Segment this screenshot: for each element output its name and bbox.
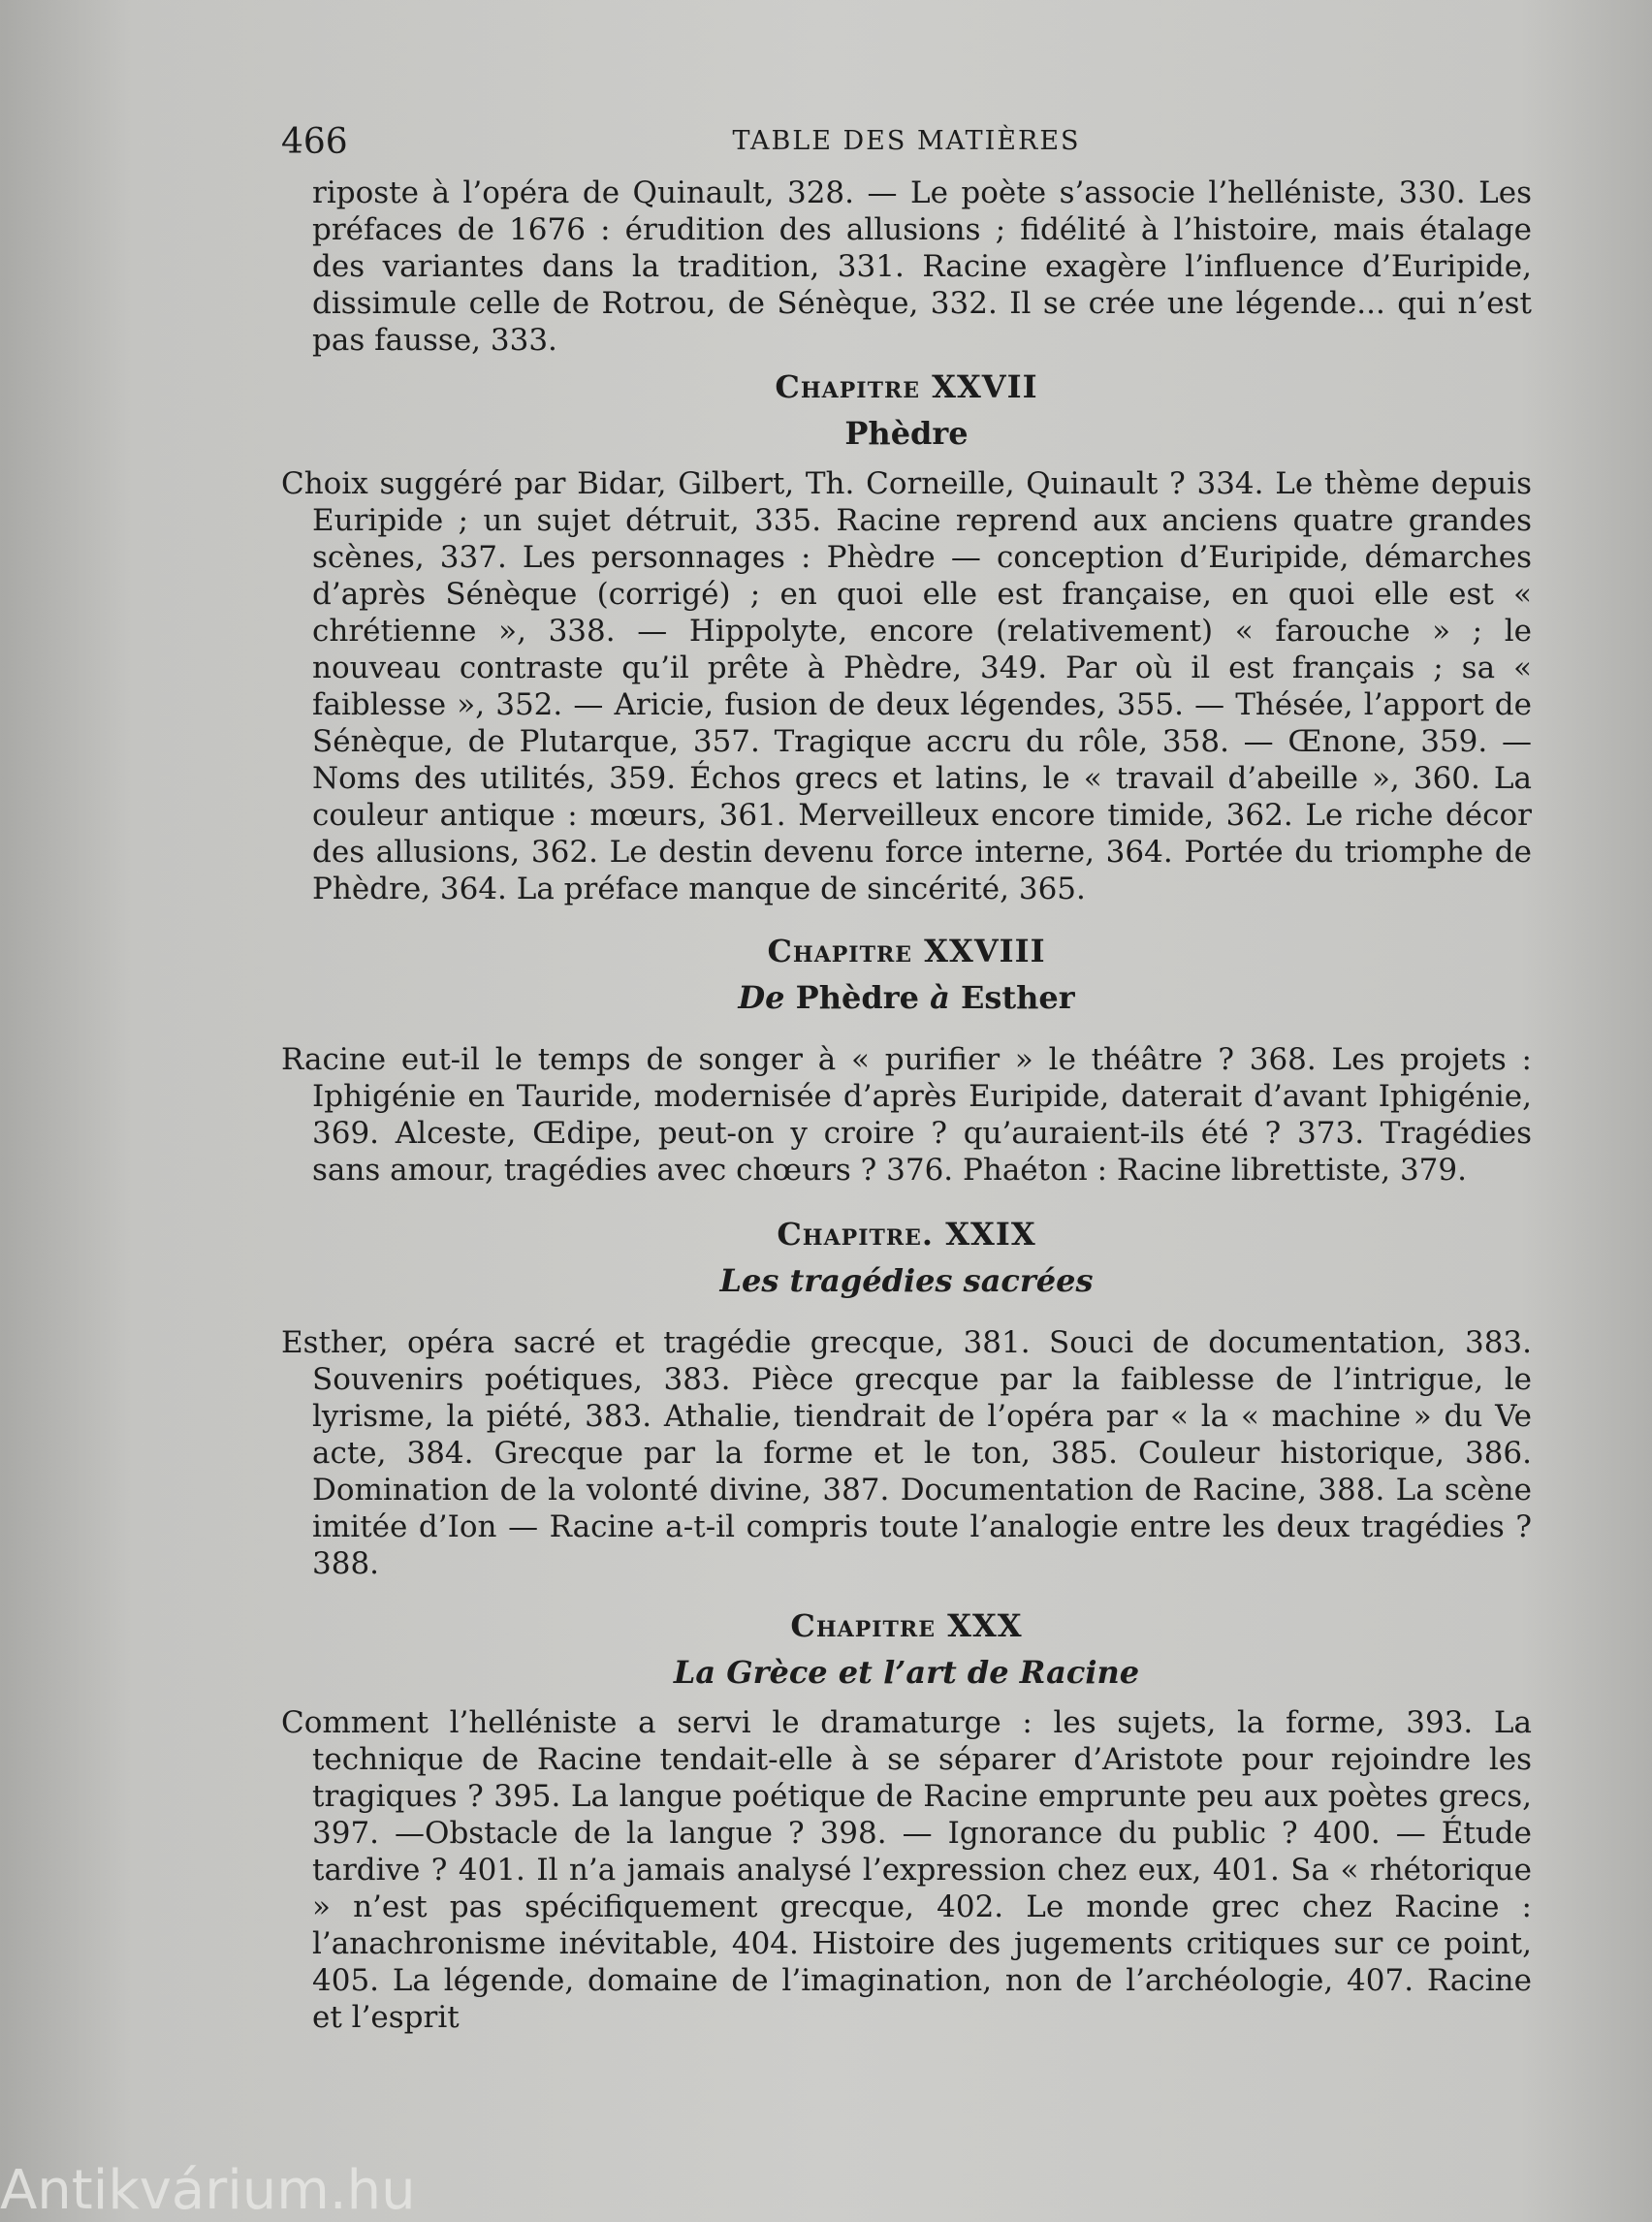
page-header xyxy=(281,122,1532,161)
table-of-contents xyxy=(281,175,1532,2036)
chapter-summary: Comment l’helléniste a servi le dramaturge : les sujets, la forme, 393. La technique de Racine tendait-elle à se séparer d’Aristote pour rejoindre les tragiques ? 395. La langue poétique de Racine emprunte peu aux poètes grecs, 397. —Obstacle de la langue ? 398. — Ignorance du public ? 400. — Étude tardive ? 401. Il n’a jamais analysé l’expression chez eux, 401. Sa « rhétorique » n’est pas spécifiquement grecque, 402. Le monde grec chez Racine : l’anachronisme inévitable, 404. Histoire des jugements critiques sur ce point, 405. La légende, domaine de l’imagination, non de l’archéologie, 407. Racine et l’esprit xyxy=(281,1705,1532,2035)
running-title: TABLE DES MATIÈRES xyxy=(732,126,1081,156)
chapter-title-part: Phèdre xyxy=(795,979,919,1016)
chapter-heading: Chapitre XXVII xyxy=(775,368,1038,405)
chapter-title: La Grèce et l’art de Racine xyxy=(673,1654,1140,1691)
chapter-summary: Choix suggéré par Bidar, Gilbert, Th. Corneille, Quinault ? 334. Le thème depuis Euripide ; un sujet détruit, 335. Racine reprend aux anciens quatre grandes scènes, 337. Les personnages : Phèdre — conception d’Euripide, démarches d’après Sénèque (corrigé) ; en quoi elle est française, en quoi elle est « chrétienne », 338. — Hippolyte, encore (relativement) « farouche » ; le nouveau contraste qu’il prête à Phèdre, 349. Par où il est français ; sa « faiblesse », 352. — Aricie, fusion de deux légendes, 355. — Thésée, l’apport de Sénèque, de Plutarque, 357. Tragique accru du rôle, 358. — Œnone, 359. — Noms des utilités, 359. Échos grecs et latins, le « travail d’abeille », 360. La couleur antique : mœurs, 361. Merveilleux encore timide, 362. Le riche décor des allusions, 362. Le destin devenu force interne, 364. Portée du triomphe de Phèdre, 364. La préface manque de sincérité, 365. xyxy=(281,466,1532,906)
chapter-summary: Racine eut-il le temps de songer à « purifier » le théâtre ? 368. Les projets : Iphigénie en Tauride, modernisée d’après Euripide, daterait d’avant Iphigénie, 369. Alceste, Œdipe, peut-on y croire ? qu’auraient-ils été ? 373. Tragédies sans amour, tragédies avec chœurs ? 376. Phaéton : Racine librettiste, 379. xyxy=(281,1042,1532,1188)
continuation-paragraph: riposte à l’opéra de Quinault, 328. — Le poète s’associe l’helléniste, 330. Les préfaces de 1676 : érudition des allusions ; fidélité à l’histoire, mais étalage des variantes dans la tradition, 331. Racine exagère l’influence d’Euripide, dissimule celle de Rotrou, de Sénèque, 332. Il se crée une légende... qui n’est pas fausse, 333. xyxy=(312,175,1532,358)
chapter-heading: Chapitre XXVIII xyxy=(767,933,1046,969)
chapter-title-part: à xyxy=(930,979,950,1016)
watermark: Antikvárium.hu xyxy=(0,2159,416,2222)
chapter-title xyxy=(281,979,1532,1016)
chapter-title-part: De xyxy=(738,979,785,1016)
chapter-title: Les tragédies sacrées xyxy=(719,1262,1094,1299)
chapter-title-part: Esther xyxy=(960,979,1075,1016)
chapter-heading: Chapitre XXX xyxy=(790,1607,1023,1644)
chapter-heading: Chapitre. XXIX xyxy=(777,1216,1036,1253)
chapter-summary: Esther, opéra sacré et tragédie grecque, 381. Souci de documentation, 383. Souvenirs poétiques, 383. Pièce grecque par la faiblesse de l’intrigue, le lyrisme, la piété, 383. Athalie, tiendrait de l’opéra par « la « machine » du Ve acte, 384. Grecque par la forme et le ton, 385. Couleur historique, 386. Domination de la volonté divine, 387. Documentation de Racine, 388. La scène imitée d’Ion — Racine a-t-il compris toute l’analogie entre les deux tragédies ? 388. xyxy=(281,1325,1532,1581)
page-number: 466 xyxy=(281,122,348,162)
chapter-title: Phèdre xyxy=(844,415,969,452)
